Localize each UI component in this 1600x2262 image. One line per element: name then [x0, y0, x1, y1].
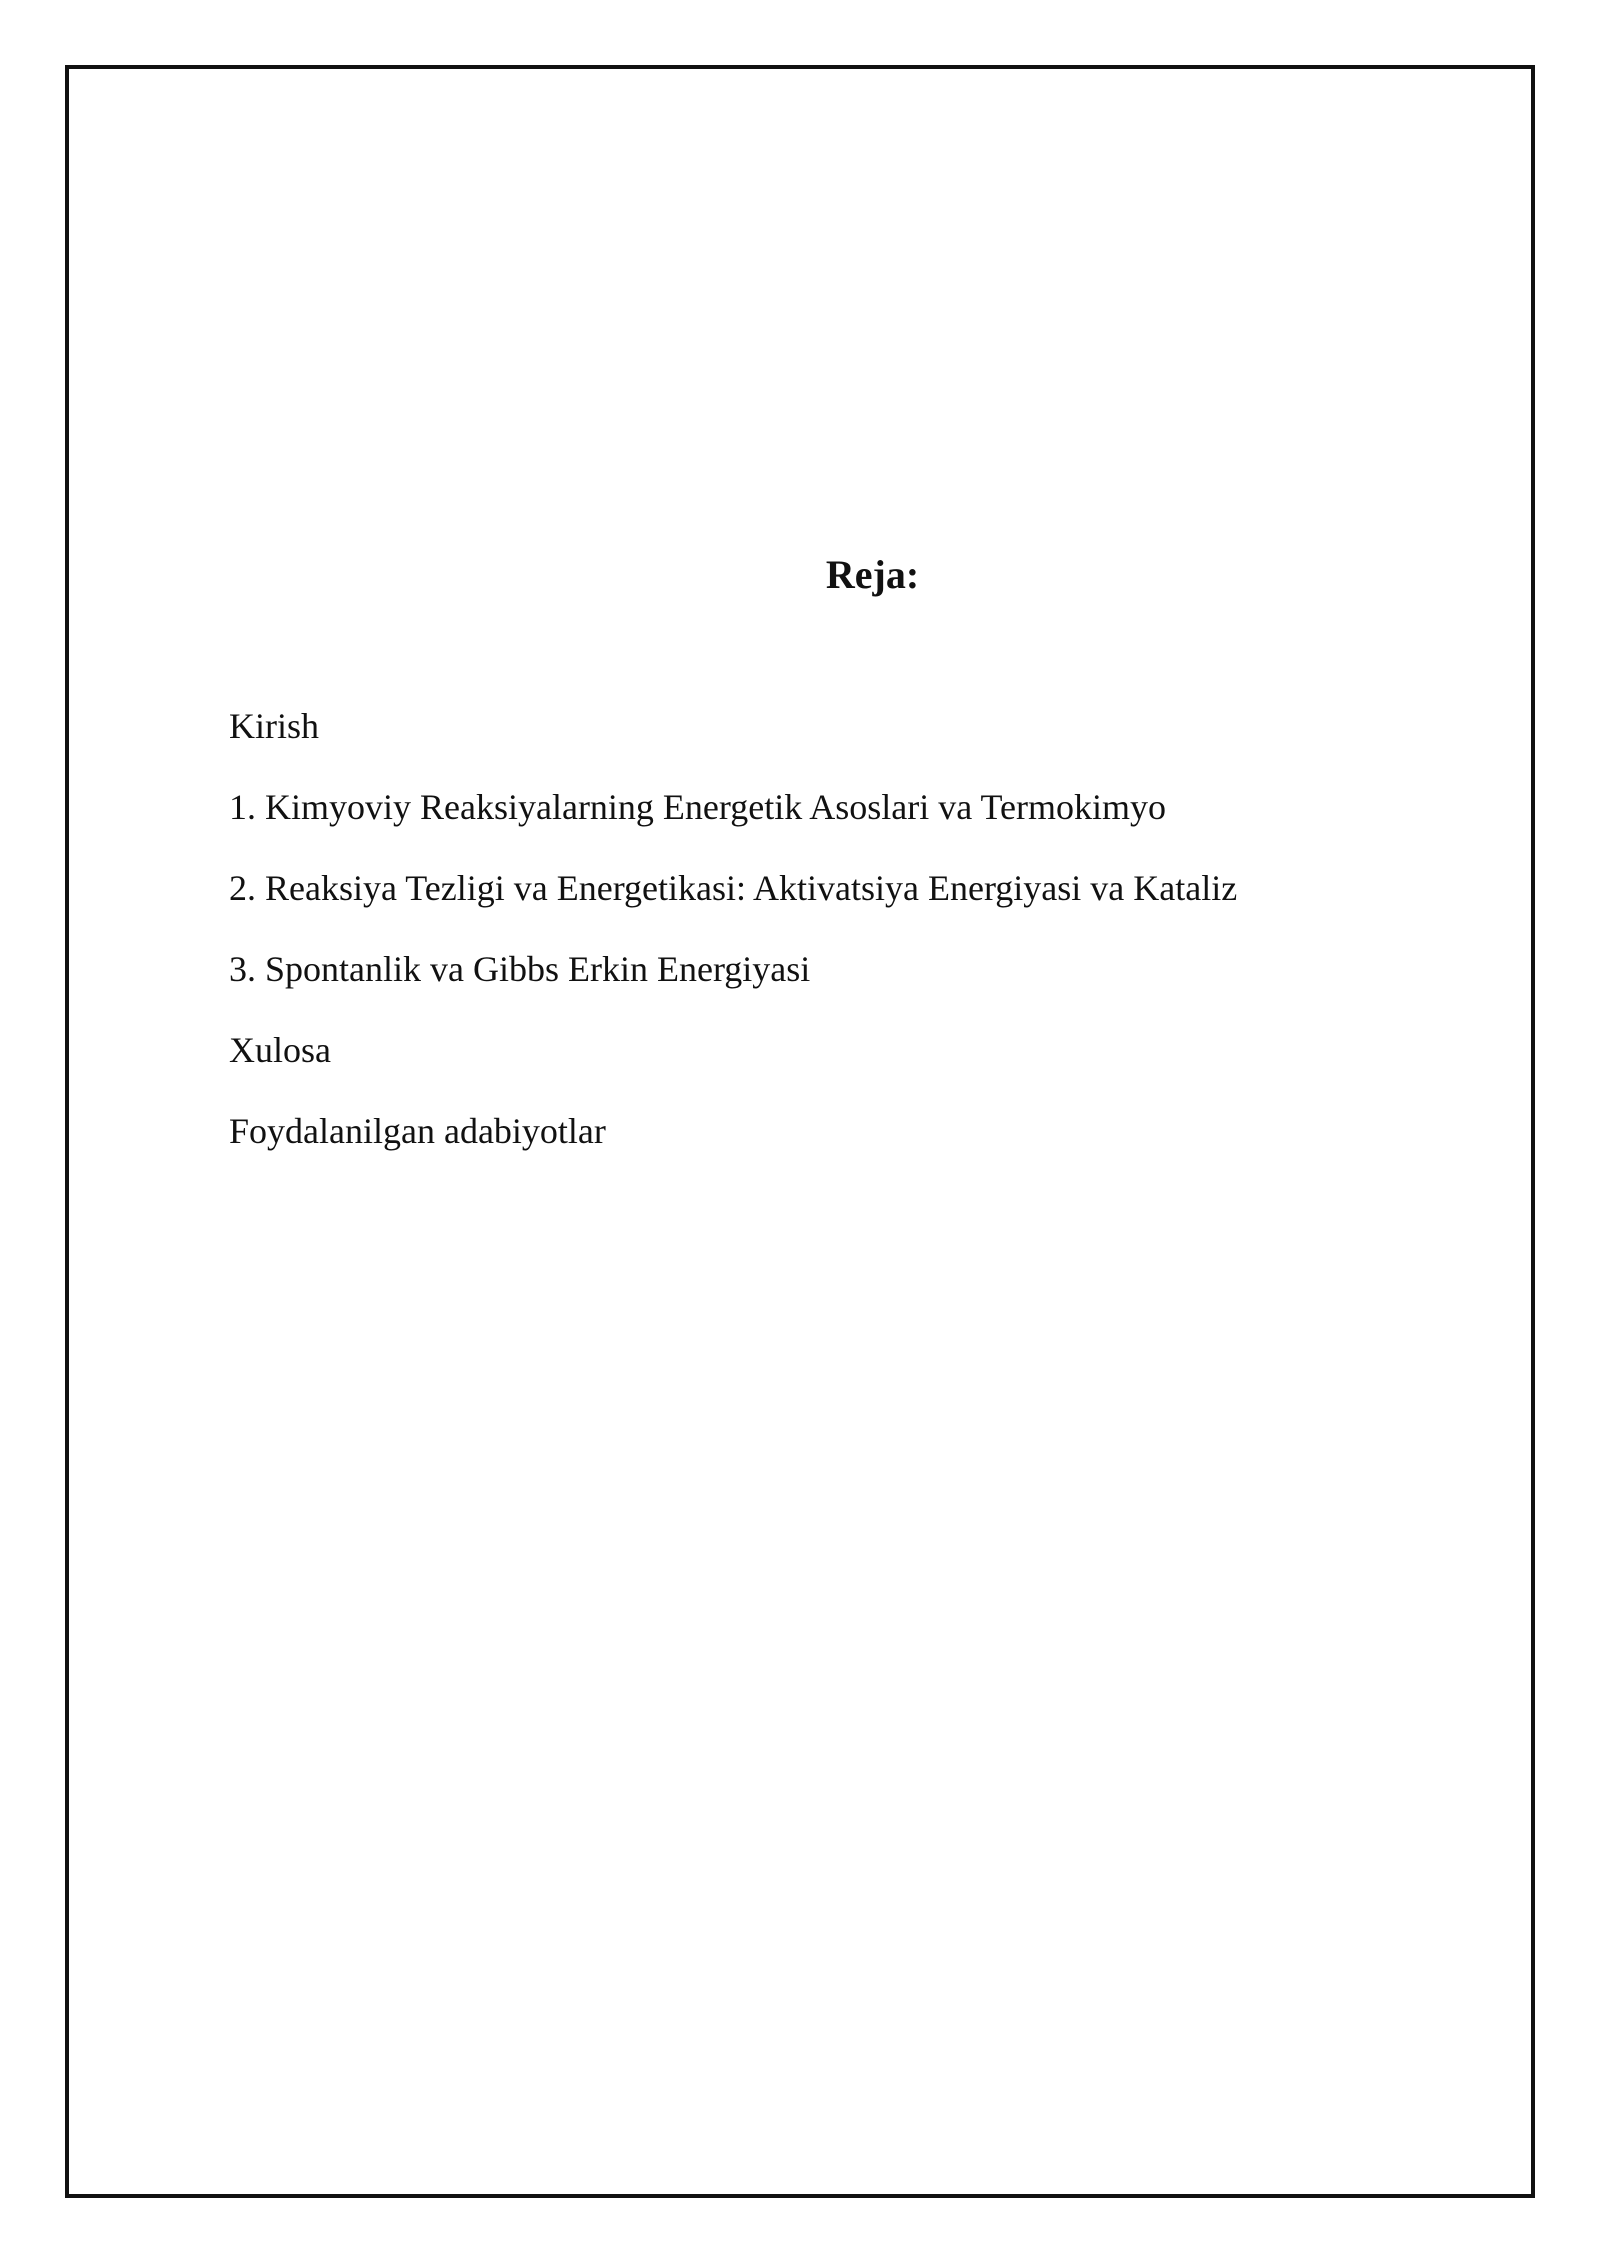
plan-item-chapter-3: 3. Spontanlik va Gibbs Erkin Energiyasi [229, 949, 811, 989]
plan-list [229, 698, 1237, 1184]
page-title: Reja: [825, 552, 920, 597]
plan-item-references: Foydalanilgan adabiyotlar [229, 1111, 606, 1151]
plan-item-introduction: Kirish [229, 706, 319, 746]
plan-item-conclusion: Xulosa [229, 1030, 331, 1070]
plan-item-chapter-1: 1. Kimyoviy Reaksiyalarning Energetik Asoslari va Termokimyo [229, 787, 1167, 827]
plan-item-chapter-2: 2. Reaksiya Tezligi va Energetikasi: Aktivatsiya Energiyasi va Kataliz [229, 868, 1238, 908]
